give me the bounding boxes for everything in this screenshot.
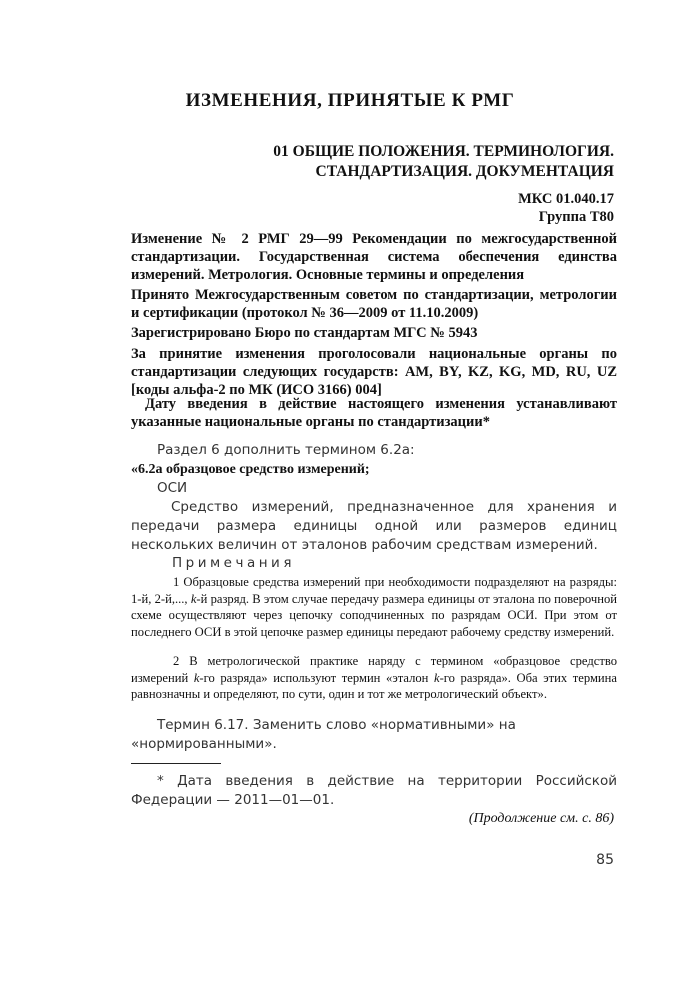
footnote-divider (131, 763, 221, 764)
note-1-text-a: 1 Образцовые средства измерений при необходимости подразделяют на разряды: 1-й, 2-й,..., (131, 575, 617, 606)
term-definition: Средство измерений, предназначенное для хранения и передачи размера единицы одной или размеров единиц нескольких величин от эталонов рабочим средствам измерений. (131, 499, 617, 553)
registration-statement: Зарегистрировано Бюро по стандартам МГС № 5943 (131, 325, 478, 341)
continuation-note: (Продолжение см. с. 86) (468, 811, 614, 826)
section-heading-line2: СТАНДАРТИЗАЦИЯ. ДОКУМЕНТАЦИЯ (315, 163, 614, 180)
voting-statement: За принятие изменения проголосовали национальные органы по стандартизации следующих государств: AM, BY, KZ, KG, MD, RU, UZ [коды альфа-2 по МК (ИСО 3166) 004] (131, 346, 617, 398)
footnote-text: * Дата введения в действие на территории Российской Федерации — 2011—01—01. (131, 773, 617, 808)
note-2-text-b: -го разряда» используют термин «эталон (199, 670, 434, 685)
mks-code: МКС 01.040.17 (518, 191, 614, 207)
notes-heading: Примечания (172, 555, 295, 571)
term-title: «6.2а образцовое средство измерений; (131, 462, 370, 477)
term-abbreviation: ОСИ (157, 480, 188, 496)
note-2 (131, 653, 617, 703)
page-title: ИЗМЕНЕНИЯ, ПРИНЯТЫЕ К РМГ (185, 90, 515, 111)
section-heading-line1: 01 ОБЩИЕ ПОЛОЖЕНИЯ. ТЕРМИНОЛОГИЯ. (273, 143, 614, 160)
introduction-date-statement: Дату введения в действие настоящего изменения устанавливают указанные национальные органы по стандартизации* (131, 396, 617, 430)
change-title: Изменение № 2 РМГ 29—99 Рекомендации по межгосударственной стандартизации. Государственная система обеспечения единства измерений. Метрология. Основные термины и определения (131, 231, 617, 283)
term-617-instruction: Термин 6.17. Заменить слово «нормативными» на «нормированными». (131, 717, 516, 752)
note-1-variable: k (190, 591, 197, 606)
classification-codes (518, 190, 614, 226)
accepted-statement: Принято Межгосударственным советом по стандартизации, метрологии и сертификации (протокол № 36—2009 от 11.10.2009) (131, 287, 617, 321)
section-heading (273, 142, 614, 182)
note-2-text-a: 2 В метрологической практике наряду с термином «образцовое средство измерений (131, 654, 617, 685)
group-code: Группа Т80 (538, 209, 614, 225)
note-2-variable-2: k (434, 670, 440, 685)
note-1-text-b: -й разряд. В этом случае передачу размера единицы от эталона по поверочной схеме осуществляют через цепочку соподчиненных по разрядам ОСИ. При этом от последнего ОСИ в этой цепочке размер единицы передают рабочему средству измерений. (131, 591, 617, 639)
note-1 (131, 574, 617, 640)
note-2-text-c: -го разряда». Оба этих термина равнозначны и определяют, по сути, один и тот же метрологический объект». (131, 670, 617, 701)
section6-instruction: Раздел 6 дополнить термином 6.2а: (157, 442, 415, 458)
page-number: 85 (596, 852, 614, 868)
note-2-variable-1: k (193, 670, 200, 685)
